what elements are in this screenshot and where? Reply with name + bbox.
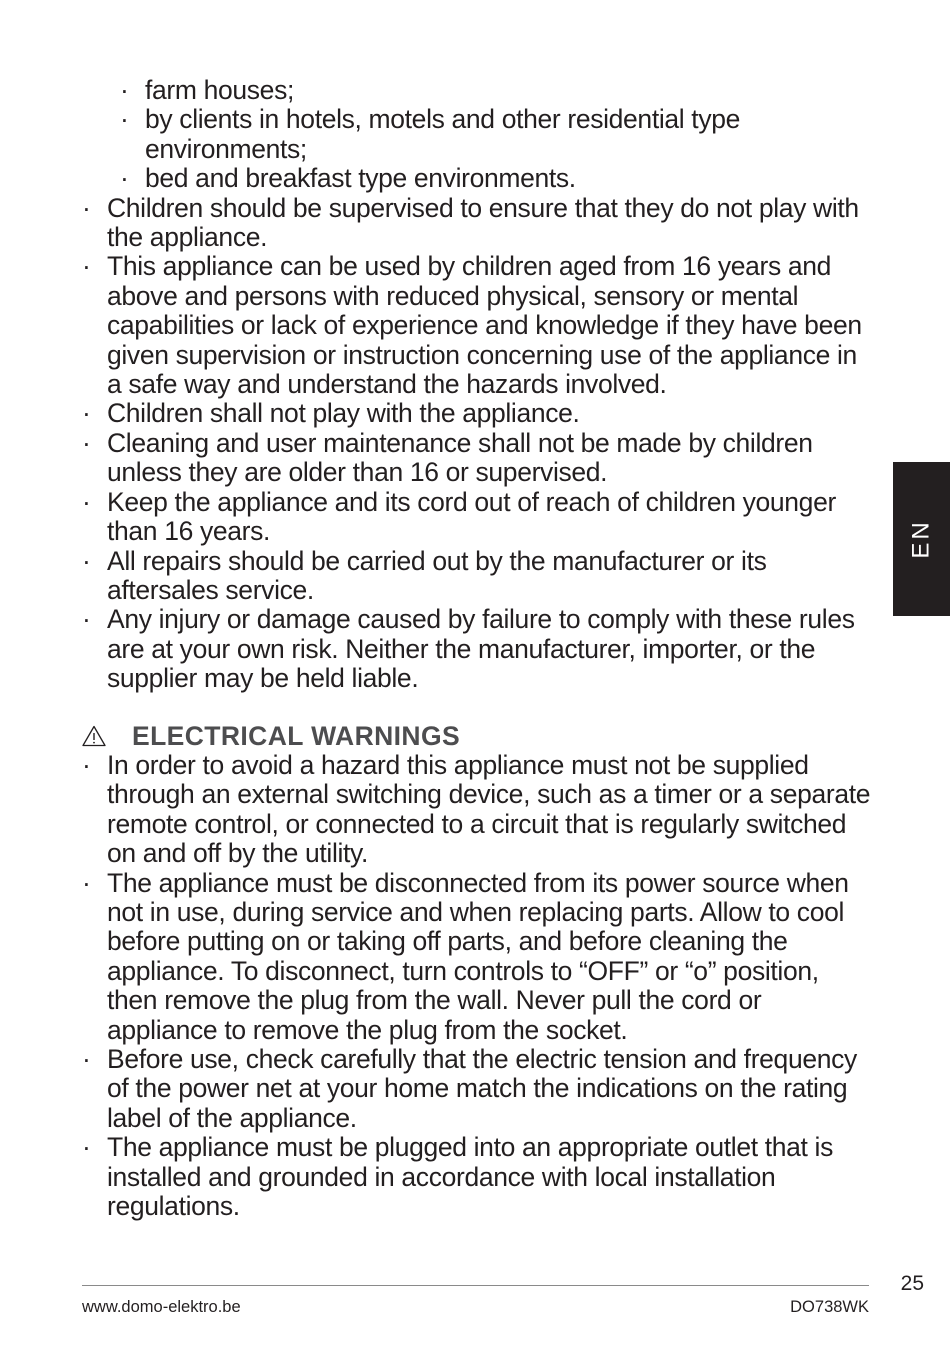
usage-environment-list [120,76,872,194]
warning-triangle-icon [82,725,106,747]
list-item: · Cleaning and user maintenance shall not be made by children unless they are older than 16 or supervised. [82,429,872,488]
list-item: · by clients in hotels, motels and other residential type environments; [120,105,872,164]
footer-divider [82,1285,869,1286]
list-item: · Keep the appliance and its cord out of reach of children younger than 16 years. [82,488,872,547]
language-tab [893,462,950,616]
section-title: ELECTRICAL WARNINGS [132,720,461,751]
footer-model-number: DO738WK [790,1298,869,1316]
list-item: · Children should be supervised to ensure that they do not play with the appliance. [82,194,872,253]
language-label: EN [907,519,935,559]
list-item: · Children shall not play with the appliance. [82,399,872,428]
list-item: · All repairs should be carried out by the manufacturer or its aftersales service. [82,547,872,606]
page-number: 25 [900,1272,924,1295]
list-item: · Before use, check carefully that the electric tension and frequency of the power net at your home match the indications on the rating label of the appliance. [82,1045,872,1133]
list-item: · The appliance must be disconnected from its power source when not in use, during service and when replacing parts. Allow to cool before putting on or taking off parts, and before cleaning the appliance. To disconnect, turn controls to “OFF” or “o” position, then remove the plug from the wall. Never pull the cord or appliance to remove the plug from the socket. [82,869,872,1045]
list-item: · This appliance can be used by children aged from 16 years and above and persons with reduced physical, sensory or mental capabilities or lack of experience and knowledge if they have been given supervision or instruction concerning use of the appliance in a safe way and understand the hazards involved. [82,252,872,399]
list-item: · In order to avoid a hazard this appliance must not be supplied through an external switching device, such as a timer or a separate remote control, or connected to a circuit that is regularly switched on and off by the utility. [82,751,872,869]
safety-list [82,194,872,694]
electrical-warnings-list [82,751,872,1222]
footer-website: www.domo-elektro.be [82,1298,241,1316]
list-item: · bed and breakfast type environments. [120,164,872,193]
list-item: · Any injury or damage caused by failure to comply with these rules are at your own risk. Neither the manufacturer, importer, or the supplier may be held liable. [82,605,872,693]
electrical-warnings-heading [82,722,872,751]
list-item: · The appliance must be plugged into an appropriate outlet that is installed and grounded in accordance with local installation regulations. [82,1133,872,1221]
list-item: · farm houses; [120,76,872,105]
manual-content [82,76,872,1221]
